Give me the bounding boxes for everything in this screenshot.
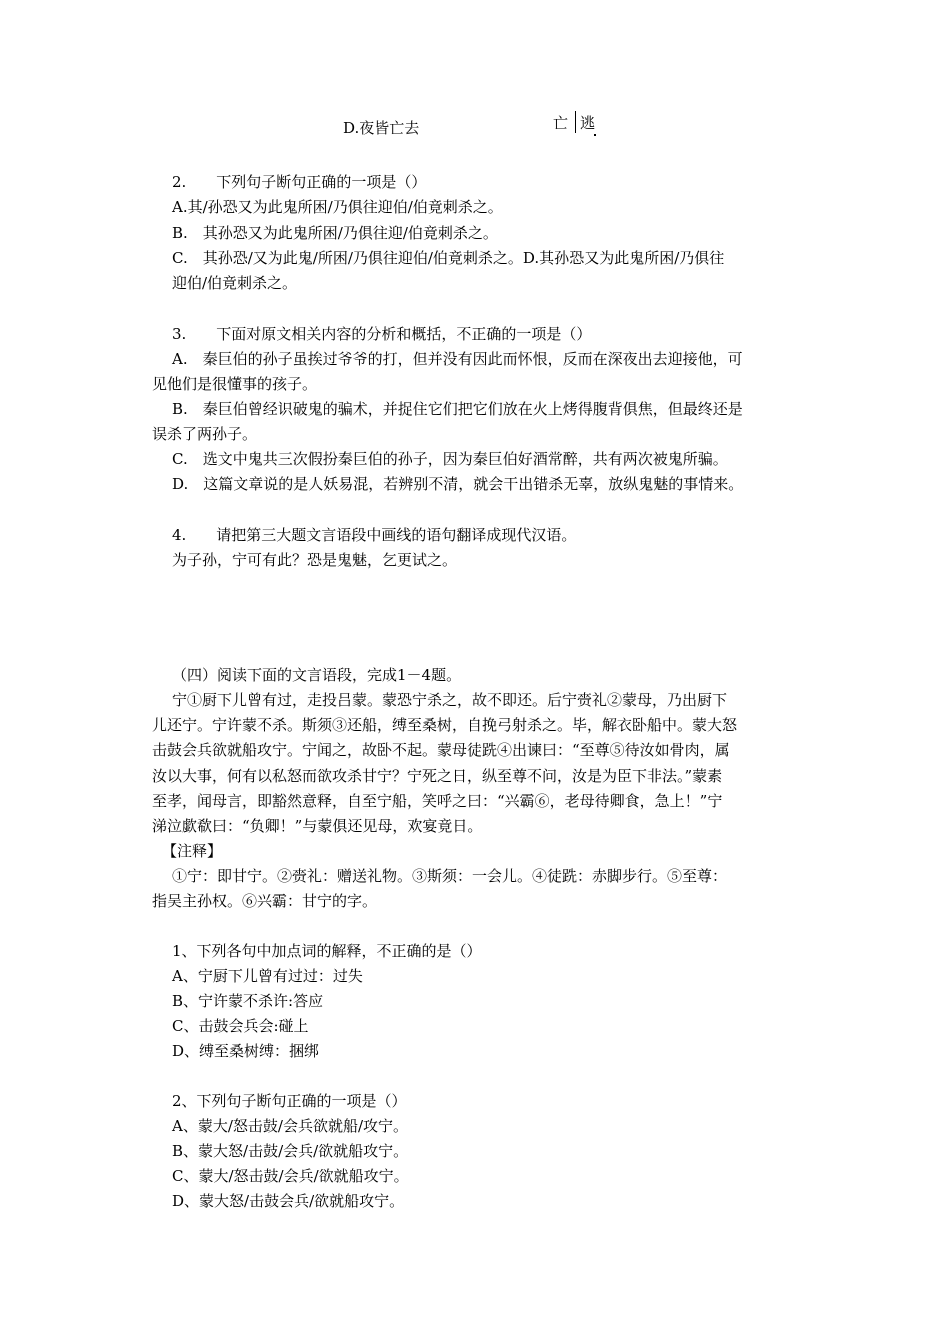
q4-sentence: 为子孙，宁可有此？恐是鬼魅，乞更试之。 bbox=[172, 551, 458, 569]
passage-line-4: 汝以大事，何有以私怒而欲攻杀甘宁？宁死之日，纵至尊不问，汝是为臣下非法。”蒙素 bbox=[152, 767, 723, 785]
gloss-tao: 逃 bbox=[580, 114, 596, 132]
q3-option-b-line1: B. 秦巨伯曾经识破鬼的骗术，并捉住它们把它们放在火上烤得腹背俱焦，但最终还是 bbox=[172, 400, 743, 418]
passage-line-6: 涕泣歔欷曰：“负卿！”与蒙俱还见母，欢宴竟日。 bbox=[152, 817, 483, 835]
option-d-text: D.夜皆亡去 bbox=[343, 119, 420, 137]
s4q1-stem: 1、下列各句中加点词的解释，不正确的是（） bbox=[172, 942, 482, 960]
s4q1-option-d: D、缚至桑树缚：捆绑 bbox=[172, 1042, 320, 1060]
passage-line-3: 击鼓会兵欲就船攻宁。宁闻之，故卧不起。蒙母徒跣④出谏曰：“至尊⑤待汝如骨肉，属 bbox=[152, 741, 730, 759]
s4q2-option-b: B、蒙大怒/击鼓/会兵/欲就船攻宁。 bbox=[172, 1142, 409, 1160]
passage-line-2: 儿还宁。宁许蒙不杀。斯须③还船，缚至桑树，自挽弓射杀之。毕，解衣卧船中。蒙大怒 bbox=[152, 716, 738, 734]
gloss-divider bbox=[575, 111, 576, 133]
passage-line-1: 宁①厨下儿曾有过，走投吕蒙。蒙恐宁杀之，故不即还。后宁赍礼②蒙母，乃出厨下 bbox=[172, 691, 728, 709]
notes-line-2: 指吴主孙权。⑥兴霸：甘宁的字。 bbox=[152, 892, 378, 910]
gloss-dot bbox=[594, 134, 596, 136]
q3-option-a-line2: 见他们是很懂事的孩子。 bbox=[152, 375, 318, 393]
q3-option-d: D. 这篇文章说的是人妖易混，若辨别不清，就会干出错杀无辜，放纵鬼魅的事情来。 bbox=[172, 475, 744, 493]
q4-stem: 4. 请把第三大题文言语段中画线的语句翻译成现代汉语。 bbox=[172, 526, 577, 544]
s4q2-stem: 2、下列句子断句正确的一项是（） bbox=[172, 1092, 407, 1110]
s4q2-option-d: D、蒙大怒/击鼓会兵/欲就船攻宁。 bbox=[172, 1192, 405, 1210]
q3-option-c: C. 选文中鬼共三次假扮秦巨伯的孙子，因为秦巨伯好酒常醉，共有两次被鬼所骗。 bbox=[172, 450, 728, 468]
q2-stem: 2. 下列句子断句正确的一项是（） bbox=[172, 173, 427, 191]
section4-heading: （四）阅读下面的文言语段，完成1－4题。 bbox=[172, 666, 462, 684]
q2-option-cd-line2: 迎伯/伯竟刺杀之。 bbox=[172, 274, 298, 292]
s4q1-option-c: C、击鼓会兵会:碰上 bbox=[172, 1017, 309, 1035]
passage-line-5: 至孝，闻母言，即豁然意释，自至宁船，笑呼之曰：“兴霸⑥，老母待卿食，急上！”宁 bbox=[152, 792, 723, 810]
notes-label: 【注释】 bbox=[162, 842, 223, 860]
q2-option-a: A.其/孙恐又为此鬼所困/乃俱往迎伯/伯竟刺杀之。 bbox=[172, 198, 503, 216]
s4q2-option-a: A、蒙大/怒击鼓/会兵欲就船/攻宁。 bbox=[172, 1117, 408, 1135]
notes-line-1: ①宁：即甘宁。②赍礼：赠送礼物。③斯须：一会儿。④徒跣：赤脚步行。⑤至尊： bbox=[172, 867, 728, 885]
q2-option-cd-line1: C. 其孙恐/又为此鬼/所困/乃俱往迎伯/伯竟刺杀之。D.其孙恐又为此鬼所困/乃俱往 bbox=[172, 249, 725, 267]
s4q1-option-b: B、宁许蒙不杀许:答应 bbox=[172, 992, 324, 1010]
s4q1-option-a: A、宁厨下儿曾有过过：过失 bbox=[172, 967, 363, 985]
q3-option-b-line2: 误杀了两孙子。 bbox=[152, 425, 258, 443]
gloss-wang: 亡 bbox=[553, 114, 569, 132]
q3-option-a-line1: A. 秦巨伯的孙子虽挨过爷爷的打，但并没有因此而怀恨，反而在深夜出去迎接他，可 bbox=[172, 350, 743, 368]
q3-stem: 3. 下面对原文相关内容的分析和概括，不正确的一项是（） bbox=[172, 325, 592, 343]
q2-option-b: B. 其孙恐又为此鬼所困/乃俱往迎/伯竟刺杀之。 bbox=[172, 224, 498, 242]
s4q2-option-c: C、蒙大/怒击鼓/会兵/欲就船攻宁。 bbox=[172, 1167, 409, 1185]
